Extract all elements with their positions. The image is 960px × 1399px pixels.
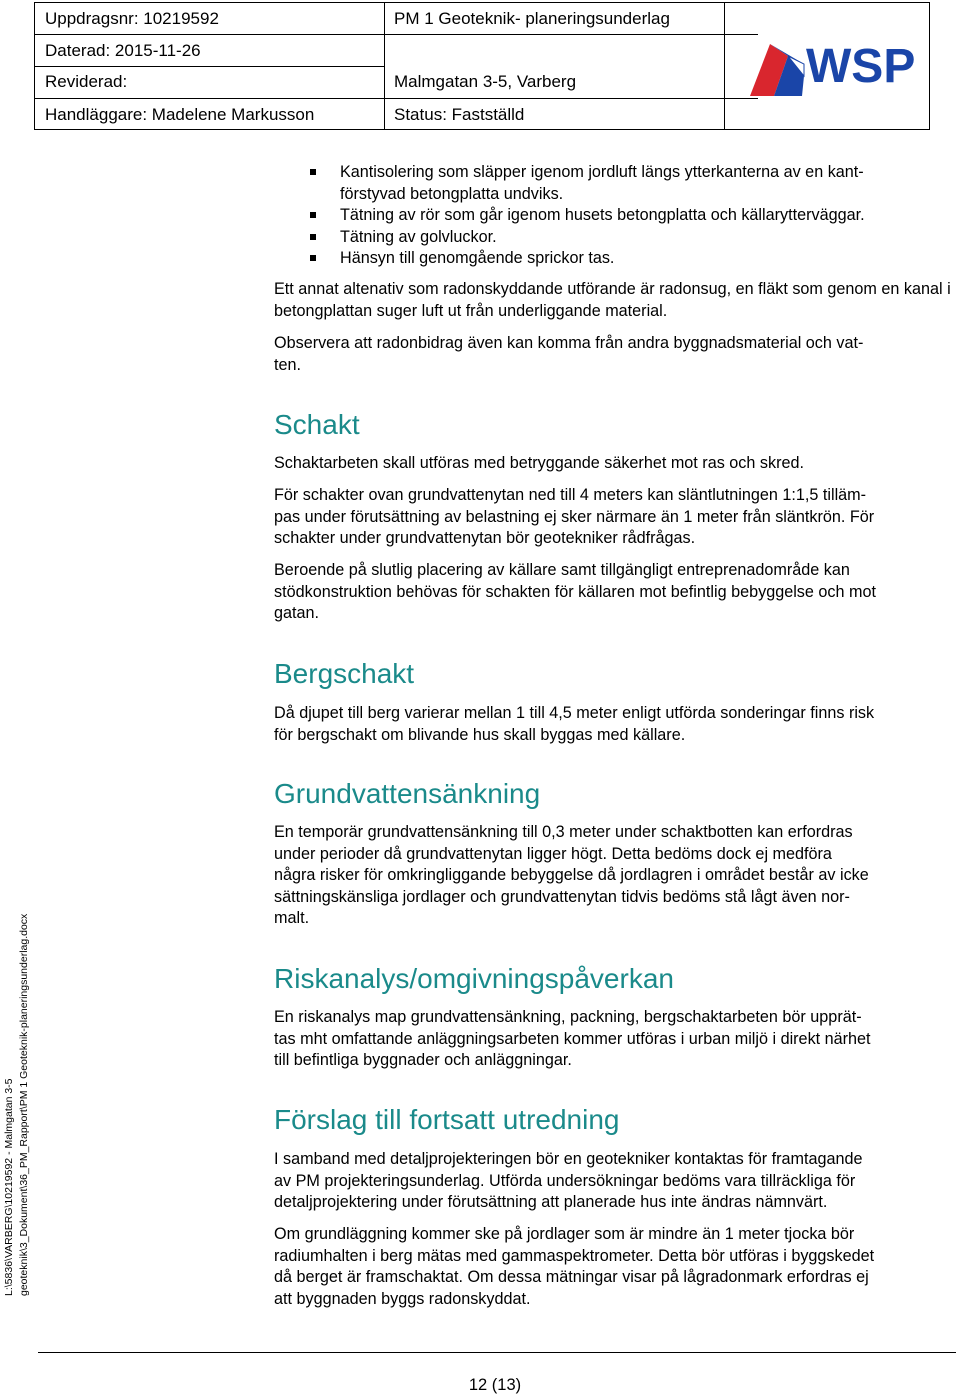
heading-grundvattensankning: Grundvattensänkning (274, 778, 541, 809)
list-item: Tätning av rör som går igenom husets betongplatta och källarytterväggar. (310, 205, 960, 227)
paragraph-forslag-1: I samband med detaljprojekteringen bör en geotekniker kontaktas för framtagande av PM projekteringsunderlag. Utförda undersökningar bedöms vara tillräckliga för detaljprojektering under förutsättning att planerade hus inte ändras nämnvärt. (274, 1150, 863, 1211)
list-item: Kantisolering som släpper igenom jordluft längs ytterkanterna av en kant- (310, 162, 960, 184)
paragraph-observera: Observera att radonbidrag även kan komma från andra byggnadsmaterial och vat- ten. (274, 334, 864, 374)
status: Status: Fastställd (394, 105, 525, 124)
case-officer: Handläggare: Madelene Markusson (45, 105, 315, 124)
heading-bergschakt: Bergschakt (274, 658, 415, 689)
paragraph-forslag-2: Om grundläggning kommer ske på jordlager som är mindre än 1 meter tjocka bör radiumhalten i berg mätas med gammaspektrometer. Detta bör utföras i byggskedet då berget är framschaktat. Om dessa mätningar visar på lågradonmark erfordras ej att byggnaden byggs radonskyddat. (274, 1225, 875, 1308)
list-item: Tätning av golvluckor. (310, 227, 960, 249)
heading-schakt: Schakt (274, 409, 360, 440)
paragraph-bergschakt: Då djupet till berg varierar mellan 1 till 4,5 meter enligt utförda sonderingar finns risk för bergschakt om blivande hus skall byggas med källare. (274, 704, 875, 744)
paragraph-radonsug: Ett annat altenativ som radonskyddande utförande är radonsug, en fläkt som genom en kanal i betongplattan suger luft ut från underliggande material. (274, 280, 951, 320)
page-number: 12 (13) (468, 1376, 522, 1394)
wsp-logo (748, 36, 934, 100)
logo-text: WSP (806, 40, 916, 93)
address: Malmgatan 3-5, Varberg (394, 72, 577, 91)
list-item: Hänsyn till genomgående sprickor tas. (310, 248, 960, 270)
list-item-continuation: förstyvad betongplatta undviks. (340, 184, 564, 203)
footer-divider (38, 1352, 956, 1353)
file-path-vertical: L:\5836\VARBERG\10219592 - Malmgatan 3-5 geoteknik\3_Dokument\36_PM_Rapport\PM 1 Geoteknik-planeringsunderlag.docx (3, 913, 30, 1296)
assignment-number: Uppdragsnr: 10219592 (45, 9, 219, 28)
dated: Daterad: 2015-11-26 (45, 41, 201, 60)
heading-forslag: Förslag till fortsatt utredning (274, 1104, 620, 1135)
bullet-list (310, 162, 960, 270)
document-title: PM 1 Geoteknik- planeringsunderlag (394, 9, 670, 28)
paragraph-grundvattensankning: En temporär grundvattensänkning till 0,3 meter under schaktbotten kan erfordras under perioder då grundvattenytan ligger högt. Detta bedöms dock ej medföra några risker för omkringliggande bebyggelse då jordlagren i området består av icke sättningskänsliga jordlager och grundvattenytan tidvis bedöms stå lågt även nor- malt. (274, 823, 869, 927)
revised: Reviderad: (45, 72, 128, 91)
paragraph-schakt-2: För schakter ovan grundvattenytan ned till 4 meters kan släntlutningen 1:1,5 tilläm- pas under förutsättning av belastning ej sker närmare än 1 meter från släntkrön. För schakter under grundvattenytan bör geotekniker rådfrågas. (274, 486, 875, 547)
paragraph-schakt-1: Schaktarbeten skall utföras med betryggande säkerhet mot ras och skred. (274, 454, 804, 472)
heading-riskanalys: Riskanalys/omgivningspåverkan (274, 963, 674, 994)
paragraph-riskanalys: En riskanalys map grundvattensänkning, packning, bergschaktarbeten bör upprät- tas mht omfattande anläggningsarbeten kommer utföras i urban miljö i direkt närhet till befintliga byggnader och anläggningar. (274, 1008, 871, 1069)
paragraph-schakt-3: Beroende på slutlig placering av källare samt tillgängligt entreprenadområde kan stödkonstruktion behövas för schakten för källaren mot befintlig bebyggelse och mot gatan. (274, 561, 876, 622)
